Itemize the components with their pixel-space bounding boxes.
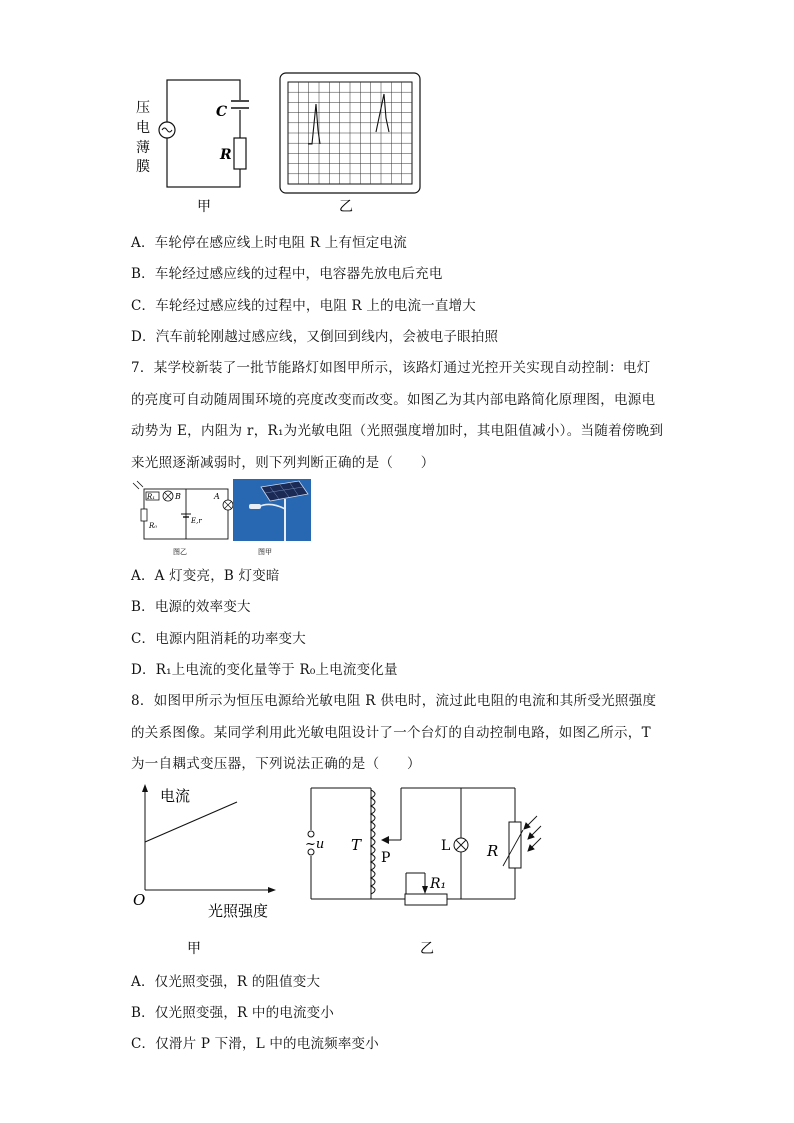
q8-line-3: 为一自耦式变压器，下列说法正确的是（ ） bbox=[131, 756, 421, 772]
r1-label: R₁ bbox=[430, 876, 447, 892]
q6-option-a: A．车轮停在感应线上时电阻 R 上有恒定电流 bbox=[131, 235, 407, 251]
q7-option-a: A．A 灯变亮，B 灯变暗 bbox=[131, 568, 280, 584]
autotransformer-circuit bbox=[311, 788, 515, 899]
graph-caption: 甲 bbox=[187, 941, 201, 957]
q7-line-1: 7．某学校新装了一批节能路灯如图甲所示，该路灯通过光控开关实现自动控制：电灯 bbox=[131, 360, 651, 376]
caption-tu-jia: 图甲 bbox=[258, 548, 272, 556]
q6-option-d: D．汽车前轮刚越过感应线，又倒回到线内，会被电子眼拍照 bbox=[131, 329, 499, 345]
t-label: T bbox=[351, 836, 362, 854]
light-arrows-icon bbox=[133, 481, 143, 489]
piezo-label-2: 电 bbox=[136, 120, 150, 136]
q7-option-d: D．R₁上电流的变化量等于 R₀上电流变化量 bbox=[131, 662, 398, 678]
source-label: ~u bbox=[305, 837, 325, 852]
piezo-label-3: 薄 bbox=[136, 140, 150, 156]
piezo-label-1: 压 bbox=[136, 100, 150, 116]
q7-line-3: 动势为 E，内阻为 r，R₁为光敏电阻（光照强度增加时，其电阻值减小）。当随着傍晚到 bbox=[131, 423, 664, 439]
res-label: R bbox=[220, 147, 232, 163]
r-label: R bbox=[487, 842, 499, 860]
rheostat-arrow bbox=[422, 886, 428, 894]
q8-option-b: B．仅光照变强，R 中的电流变小 bbox=[131, 1005, 335, 1021]
graph-origin: O bbox=[133, 891, 146, 909]
q8-stem bbox=[131, 686, 663, 781]
er-label: E,r bbox=[191, 517, 202, 525]
q7-option-b: B．电源的效率变大 bbox=[131, 599, 251, 615]
cap-label: C bbox=[216, 104, 228, 120]
light-rays-icon bbox=[524, 816, 541, 851]
graph-ylabel: 电流 bbox=[160, 787, 191, 805]
q7-line-2: 的亮度可自动随周围环境的亮度改变而改变。如图乙为其内部电路简化原理图，电源电 bbox=[131, 391, 656, 408]
q6-option-b: B．车轮经过感应线的过程中，电容器先放电后充电 bbox=[131, 266, 443, 282]
caption-yi: 乙 bbox=[339, 199, 353, 215]
waveform-pulse-2 bbox=[376, 94, 389, 132]
r1-label: R₁ bbox=[147, 493, 156, 501]
q6-figure bbox=[130, 70, 430, 220]
r0-label: R₀ bbox=[149, 522, 158, 530]
lamp-head-icon bbox=[249, 504, 261, 509]
current-line bbox=[145, 802, 237, 842]
caption-tu-yi: 图乙 bbox=[173, 548, 187, 556]
q8-figure bbox=[125, 778, 555, 963]
resistor bbox=[234, 138, 246, 169]
circuit-caption: 乙 bbox=[420, 941, 434, 957]
q7-stem bbox=[131, 353, 663, 479]
q8-option-a: A．仅光照变强，R 的阻值变大 bbox=[131, 974, 321, 990]
q7-figure bbox=[130, 479, 315, 557]
caption-jia: 甲 bbox=[197, 199, 211, 215]
q6-option-c: C．车轮经过感应线的过程中，电阻 R 上的电流一直增大 bbox=[131, 298, 476, 314]
r0-resistor bbox=[141, 509, 147, 521]
q8-line-2: 的关系图像。某同学利用此光敏电阻设计了一个台灯的自动控制电路，如图乙所示，T bbox=[131, 724, 651, 741]
piezo-circuit bbox=[167, 80, 240, 187]
q8-option-c: C．仅滑片 P 下滑，L 中的电流频率变小 bbox=[131, 1036, 379, 1052]
b-label: B bbox=[175, 492, 181, 501]
street-light-photo bbox=[233, 479, 311, 541]
graph-xlabel: 光照强度 bbox=[208, 902, 269, 920]
oscilloscope-grid bbox=[288, 82, 412, 184]
p-label: P bbox=[381, 850, 391, 866]
a-label: A bbox=[214, 492, 220, 501]
waveform-pulse-1 bbox=[308, 104, 320, 144]
rheostat-r1 bbox=[405, 894, 447, 905]
slider-p-arrow bbox=[381, 836, 389, 844]
q7-line-4: 来光照逐渐减弱时，则下列判断正确的是（ ） bbox=[131, 454, 435, 471]
piezo-label-4: 膜 bbox=[136, 159, 150, 175]
q8-line-1: 8．如图甲所示为恒压电源给光敏电阻 R 供电时，流过此电阻的电流和其所受光照强度 bbox=[131, 693, 657, 709]
l-label: L bbox=[441, 838, 451, 854]
q7-option-c: C．电源内阻消耗的功率变大 bbox=[131, 631, 306, 647]
